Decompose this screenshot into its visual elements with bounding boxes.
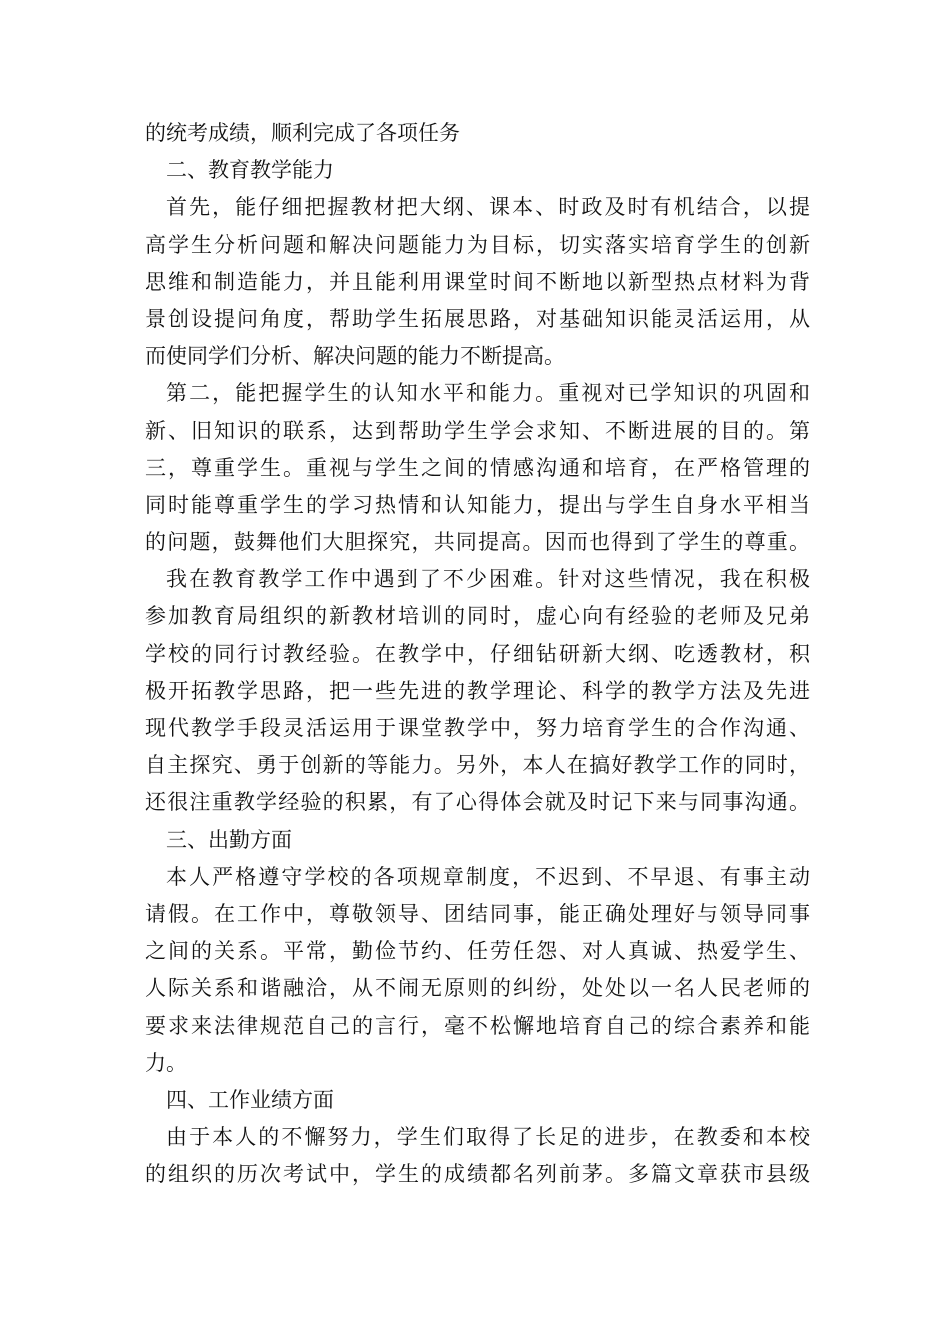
text-line: 第二，能把握学生的认知水平和能力。重视对已学知识的巩固和	[166, 381, 810, 406]
text-line: 高学生分析问题和解决问题能力为目标，切实落实培育学生的创新	[145, 232, 810, 257]
text-line: 要求来法律规范自己的言行，毫不松懈地培育自己的综合素养和能	[145, 1013, 810, 1038]
text-line: 的组织的历次考试中，学生的成绩都名列前茅。多篇文章获市县级	[145, 1162, 810, 1187]
text-line: 学校的同行讨教经验。在教学中，仔细钻研新大纲、吃透教材，积	[145, 641, 810, 666]
text-line: 自主探究、勇于创新的等能力。另外，本人在搞好教学工作的同时，	[145, 753, 810, 778]
text-line: 参加教育局组织的新教材培训的同时，虚心向有经验的老师及兄弟	[145, 604, 810, 629]
text-line: 力。	[145, 1050, 187, 1075]
text-line: 而使同学们分析、解决问题的能力不断提高。	[145, 344, 565, 369]
text-line: 同时能尊重学生的学习热情和认知能力，提出与学生自身水平相当	[145, 492, 810, 517]
text-line: 四、工作业绩方面	[166, 1087, 334, 1112]
text-line: 本人严格遵守学校的各项规章制度，不迟到、不早退、有事主动	[166, 864, 810, 889]
text-line: 景创设提问角度，帮助学生拓展思路，对基础知识能灵活运用，从	[145, 306, 810, 331]
text-line: 首先，能仔细把握教材把大纲、课本、时政及时有机结合，以提	[166, 195, 810, 220]
text-line: 思维和制造能力，并且能利用课堂时间不断地以新型热点材料为背	[145, 269, 810, 294]
text-line: 的问题，鼓舞他们大胆探究，共同提高。因而也得到了学生的尊重。	[145, 530, 810, 555]
text-line: 人际关系和谐融洽，从不闹无原则的纠纷，处处以一名人民老师的	[145, 976, 810, 1001]
text-line: 三，尊重学生。重视与学生之间的情感沟通和培育，在严格管理的	[145, 455, 810, 480]
document-body	[145, 115, 810, 1193]
text-line: 的统考成绩，顺利完成了各项任务	[145, 121, 460, 145]
text-line: 新、旧知识的联系，达到帮助学生学会求知、不断进展的目的。第	[145, 418, 810, 443]
text-line: 由于本人的不懈努力，学生们取得了长足的进步，在教委和本校	[166, 1125, 810, 1150]
text-line: 还很注重教学经验的积累，有了心得体会就及时记下来与同事沟通。	[145, 790, 810, 815]
text-line: 请假。在工作中，尊敬领导、团结同事，能正确处理好与领导同事	[145, 901, 810, 926]
text-line: 极开拓教学思路，把一些先进的教学理论、科学的教学方法及先进	[145, 678, 810, 703]
text-line: 三、出勤方面	[166, 827, 292, 852]
text-line: 之间的关系。平常，勤俭节约、任劳任怨、对人真诚、热爱学生、	[145, 939, 810, 964]
text-line: 二、教育教学能力	[166, 158, 334, 183]
text-line: 现代教学手段灵活运用于课堂教学中，努力培育学生的合作沟通、	[145, 716, 810, 740]
text-line: 我在教育教学工作中遇到了不少困难。针对这些情况，我在积极	[166, 567, 810, 592]
